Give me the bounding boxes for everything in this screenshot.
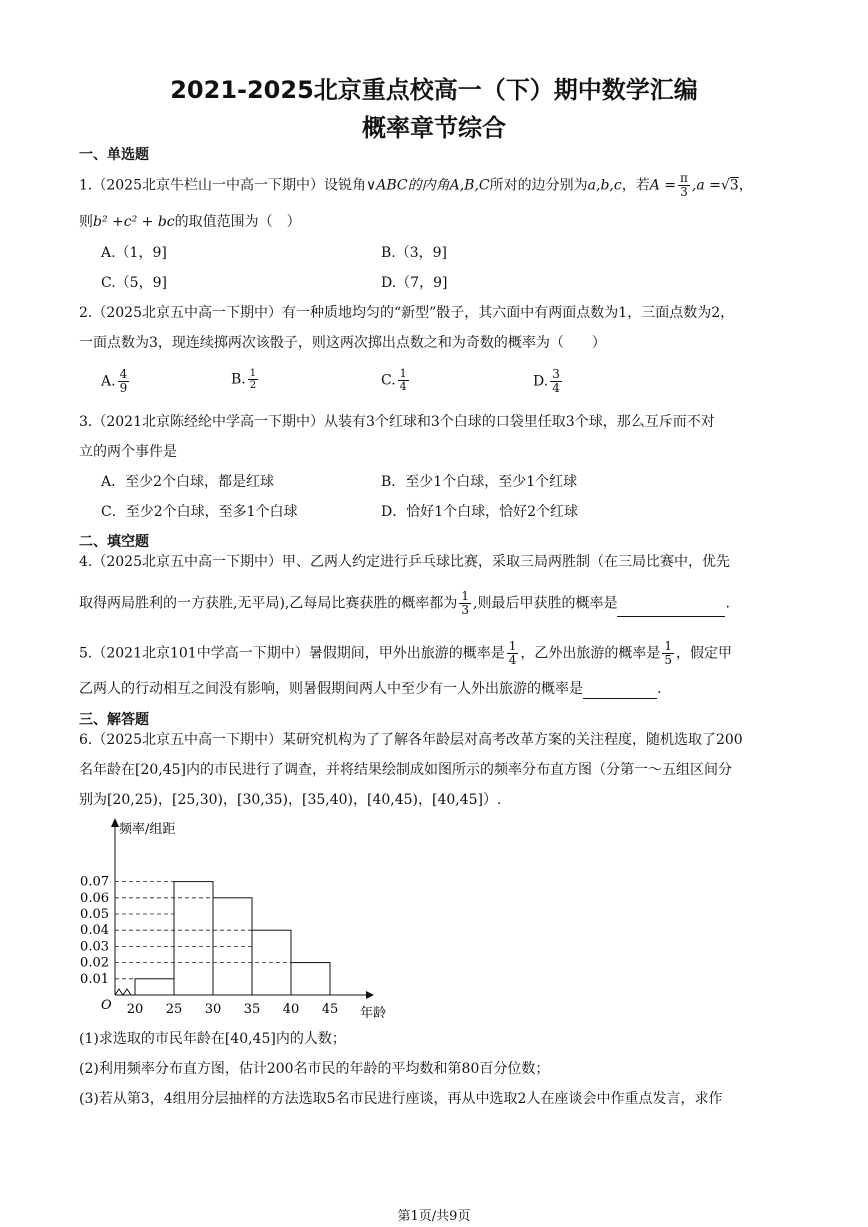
section-single-choice: 一、单选题 bbox=[79, 147, 149, 163]
triangle-symbol: ∨ bbox=[366, 177, 377, 194]
q1-option-b: B.（3，9] bbox=[381, 245, 448, 261]
page-title: 2021-2025北京重点校高一（下）期中数学汇编 bbox=[170, 76, 698, 104]
y-tick-label: 0.01 bbox=[80, 971, 109, 987]
q2-option-c: C. $\frac{1}{4}$ bbox=[381, 367, 407, 393]
q6-sub3: (3)若从第3，4组用分层抽样的方法选取5名市民进行座谈，再从中选取2人在座谈会中作重点发言，求作 bbox=[79, 1091, 723, 1107]
q3-option-b: B．至少1个白球，至少1个红球 bbox=[381, 474, 578, 490]
q3-stem-line1: 3.（2021北京陈经纶中学高一下期中）从装有3个红球和3个白球的口袋里任取3个球，那么互斥而不对 bbox=[79, 414, 715, 430]
section-fill-blank: 二、填空题 bbox=[79, 534, 149, 550]
q6-stem-line3: 别为[20,25)，[25,30)，[30,35)，[35,40)，[40,45)，[40,45]）. bbox=[79, 792, 502, 808]
axis-break-mark bbox=[115, 989, 135, 995]
sqrt-symbol: √ bbox=[720, 177, 730, 194]
y-axis-arrow bbox=[111, 818, 119, 827]
histogram-bar bbox=[291, 963, 330, 995]
fraction-pi-over-3: $\frac{\pi}{3}$ bbox=[680, 171, 688, 199]
x-tick-label: 35 bbox=[243, 1002, 261, 1017]
q2-option-d: D. $\frac{3}{4}$ bbox=[533, 367, 560, 395]
y-axis-label: 频率/组距 bbox=[119, 822, 176, 837]
q5-stem-line2: 乙两人的行动相互之间没有影响，则暑假期间两人中至少有一人外出旅游的概率是 . bbox=[79, 681, 662, 697]
q6-stem-line1: 6.（2025北京五中高一下期中）某研究机构为了了解各年龄层对高考改革方案的关注程度，随机选取了200 bbox=[79, 732, 743, 748]
q6-sub2: (2)利用频率分布直方图，估计200名市民的年龄的平均数和第80百分位数； bbox=[79, 1061, 550, 1077]
q5-answer-blank bbox=[583, 684, 657, 699]
histogram-bar bbox=[213, 898, 252, 995]
x-tick-label: 20 bbox=[126, 1002, 144, 1017]
histogram-bar bbox=[174, 882, 213, 995]
q4-stem-line2: 取得两局胜利的一方获胜,无平局),乙每局比赛获胜的概率都为 $\frac{1}{3}$ ,则最后甲获胜的概率是 . bbox=[79, 589, 730, 617]
y-tick-label: 0.07 bbox=[80, 874, 109, 890]
q5-stem-line1: 5.（2021北京101中学高一下期中）暑假期间，甲外出旅游的概率是 $\frac{1}{4}$ ，乙外出旅游的概率是 $\frac{1}{5}$ ，假定甲 bbox=[79, 639, 732, 667]
y-tick-label: 0.05 bbox=[80, 907, 109, 922]
q1-stem-line1: 1.（2025北京牛栏山一中高一下期中）设锐角∨ABC的内角A,B,C所对的边分别为a,b,c，若A = $\frac{\pi}{3}$ ,a =√3， bbox=[79, 171, 753, 199]
q4-stem-line1: 4.（2025北京五中高一下期中）甲、乙两人约定进行乒乓球比赛，采取三局两胜制（在三局比赛中，优先 bbox=[79, 554, 730, 570]
x-tick-label: 30 bbox=[204, 1002, 222, 1017]
section-solve: 三、解答题 bbox=[79, 712, 149, 728]
origin-label: O bbox=[101, 998, 112, 1013]
y-tick-label: 0.03 bbox=[80, 939, 109, 955]
x-tick-label: 40 bbox=[282, 1002, 300, 1017]
x-axis-arrow bbox=[366, 991, 374, 999]
x-tick-label: 45 bbox=[321, 1002, 339, 1017]
x-tick-label: 25 bbox=[165, 1002, 183, 1017]
q1-option-a: A.（1，9] bbox=[101, 245, 167, 261]
page-footer: 第1页/共9页 bbox=[397, 1209, 471, 1224]
q3-option-c: C．至少2个白球，至多1个白球 bbox=[101, 504, 298, 520]
q1-option-c: C.（5，9] bbox=[101, 275, 167, 291]
q2-stem-line1: 2.（2025北京五中高一下期中）有一种质地均匀的“新型”骰子，其六面中有两面点数为1，三面点数为2， bbox=[79, 305, 735, 321]
q6-stem-line2: 名年龄在[20,45]内的市民进行了调查，并将结果绘制成如图所示的频率分布直方图（分第一～五组区间分 bbox=[79, 762, 733, 778]
histogram-bar bbox=[135, 979, 174, 995]
q3-option-a: A．至少2个白球，都是红球 bbox=[101, 474, 275, 490]
y-tick-label: 0.06 bbox=[80, 890, 109, 906]
q1-stem-line2: 则b² +c² + bc的取值范围为（ ） bbox=[79, 214, 301, 230]
q3-stem-line2: 立的两个事件是 bbox=[79, 444, 177, 460]
y-tick-label: 0.04 bbox=[80, 923, 109, 939]
q3-option-d: D．恰好1个白球，恰好2个红球 bbox=[381, 504, 579, 520]
q2-option-b: B. $\frac{1}{2}$ bbox=[231, 368, 257, 391]
q2-stem-line2: 一面点数为3，现连续掷两次该骰子，则这两次掷出点数之和为奇数的概率为（ ） bbox=[79, 335, 606, 351]
page-subtitle: 概率章节综合 bbox=[362, 114, 506, 142]
q4-answer-blank bbox=[617, 602, 725, 617]
q6-sub1: (1)求选取的市民年龄在[40,45]内的人数； bbox=[79, 1031, 346, 1047]
q1-option-d: D.（7，9] bbox=[381, 275, 448, 291]
q2-option-a: A. $\frac{4}{9}$ bbox=[101, 367, 128, 395]
frequency-histogram bbox=[70, 815, 400, 1025]
x-axis-label: 年龄 bbox=[360, 1006, 387, 1021]
y-tick-label: 0.02 bbox=[80, 955, 109, 971]
